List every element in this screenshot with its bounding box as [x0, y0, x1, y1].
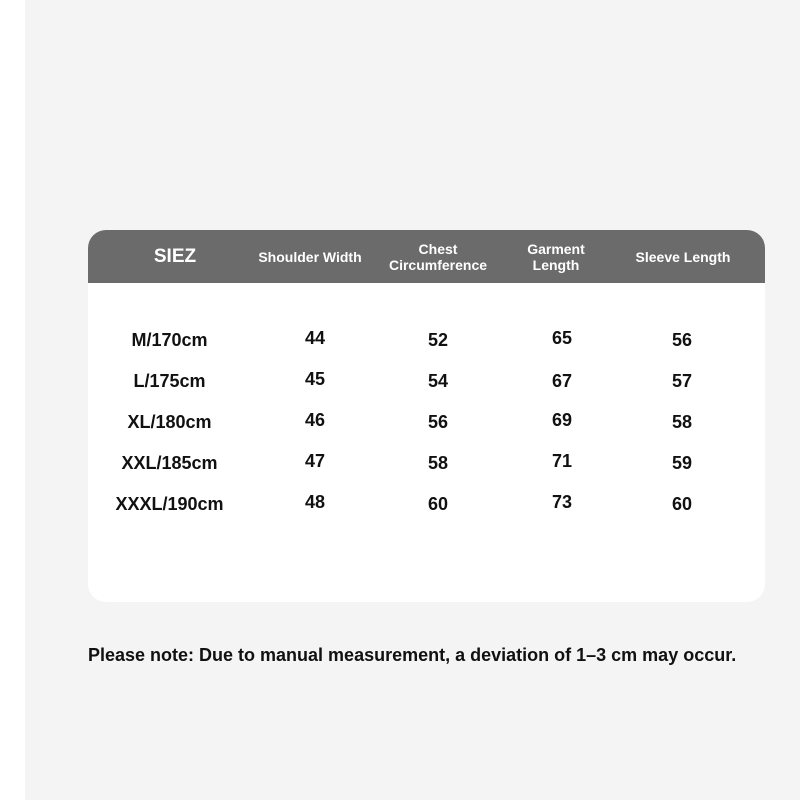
- header-size: SIEZ: [153, 245, 197, 267]
- cell-garment-length: 67: [551, 370, 573, 391]
- size-chart-table: [88, 230, 765, 602]
- cell-shoulder-width: 44: [304, 327, 326, 348]
- cell-shoulder-width: 45: [304, 368, 326, 389]
- cell-chest: 58: [427, 452, 449, 473]
- cell-garment-length: 69: [551, 409, 573, 430]
- cell-garment-length: 65: [551, 327, 573, 348]
- cell-shoulder-width: 46: [304, 409, 326, 430]
- table-header: [88, 230, 765, 283]
- cell-chest: 56: [427, 411, 449, 432]
- cell-sleeve-length: 58: [671, 411, 693, 432]
- cell-size: XXXL/190cm: [115, 493, 224, 514]
- cell-garment-length: 73: [551, 491, 573, 512]
- cell-garment-length: 71: [551, 450, 573, 471]
- cell-shoulder-width: 47: [304, 450, 326, 471]
- table-row: [88, 325, 765, 355]
- header-chest-circumference: Chest Circumference: [388, 240, 488, 273]
- cell-size: M/170cm: [131, 329, 208, 350]
- cell-sleeve-length: 59: [671, 452, 693, 473]
- cell-sleeve-length: 60: [671, 493, 693, 514]
- header-shoulder-width: Shoulder Width: [258, 248, 362, 265]
- cell-chest: 52: [427, 329, 449, 350]
- table-row: [88, 366, 765, 396]
- header-garment-length: Garment Length: [527, 240, 585, 273]
- cell-size: L/175cm: [133, 370, 206, 391]
- cell-chest: 54: [427, 370, 449, 391]
- cell-shoulder-width: 48: [304, 491, 326, 512]
- cell-chest: 60: [427, 493, 449, 514]
- header-sleeve-length: Sleeve Length: [635, 248, 731, 265]
- cell-sleeve-length: 56: [671, 329, 693, 350]
- cell-sleeve-length: 57: [671, 370, 693, 391]
- measurement-note: Please note: Due to manual measurement, a deviation of 1–3 cm may occur.: [88, 645, 737, 665]
- cell-size: XXL/185cm: [121, 452, 218, 473]
- table-row: [88, 489, 765, 519]
- table-row: [88, 448, 765, 478]
- cell-size: XL/180cm: [127, 411, 212, 432]
- table-row: [88, 407, 765, 437]
